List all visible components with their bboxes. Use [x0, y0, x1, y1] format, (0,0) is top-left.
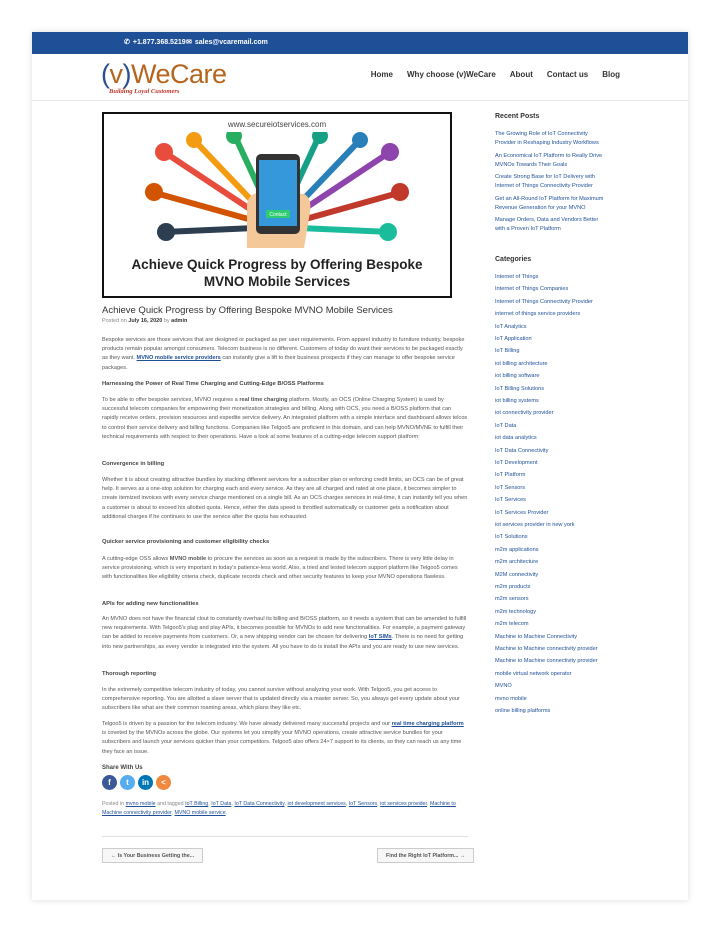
nav-home[interactable]: Home [370, 70, 393, 79]
nav-why-choose[interactable]: Why choose (v)WeCare [407, 70, 496, 79]
post-divider [102, 836, 468, 837]
logo[interactable] [101, 60, 227, 95]
posted-prefix: Posted on [102, 318, 127, 324]
category-link[interactable]: Internet of Things [495, 274, 539, 280]
category-link[interactable]: internet of things service providers [495, 311, 581, 318]
share-title: Share With Us [102, 765, 143, 771]
p4-text-end: to procure the services as soon as a request is made by the subscribers. There is very little delay in service provisioning, which is very important in today's patience-less world. Also, a tried and tested telecom support platform like Telgoo5 comes with functionalities like eligibility criteria check, duplicate records check and other security features to keep your MVNO operations flawless. [102, 556, 458, 581]
category-link[interactable]: IoT Data [495, 422, 517, 429]
tag-link[interactable]: Machine to Machine connectivity provider [102, 801, 456, 816]
tag-link[interactable]: IoT Data [211, 801, 232, 807]
p5-text-end: . There is no need for getting into new partnerships, as every vendor is integrated into the system. All you have to do is install the APIs and you are ready to use new services. [102, 634, 464, 650]
recent-posts-title: Recent Posts [495, 113, 540, 120]
logo-tagline: Building Loyal Customers [109, 88, 180, 95]
category-link[interactable]: iot billing software [495, 373, 540, 380]
tag-link[interactable]: iot services provider [380, 801, 427, 807]
category-link[interactable]: IoT Analytics [495, 323, 527, 330]
category-link[interactable]: iot data analytics [495, 435, 537, 442]
heading-convergence: Convergence in billing [102, 461, 165, 467]
category-link[interactable]: Internet of Things Connectivity Provider [495, 298, 593, 305]
category-link[interactable]: iot billing architecture [495, 360, 548, 367]
share-icon[interactable]: < [156, 775, 171, 790]
hero-url: www.secureiotservices.com [227, 120, 327, 129]
heading-real-time-charging: Harnessing the Power of Real Time Charging and Cutting-Edge B/OSS Platforms [102, 381, 324, 387]
category-link[interactable]: IoT Billing Solutions [495, 385, 545, 392]
next-post-button[interactable]: Find the Right IoT Platform... → [377, 848, 474, 863]
post-author[interactable]: admin [171, 318, 188, 324]
tags-mid: and tagged [157, 801, 184, 807]
phone-contact[interactable] [124, 38, 186, 46]
p2-text: To be able to offer bespoke services, MVNO requires a [102, 397, 238, 403]
tags-prefix: Posted in [102, 801, 125, 807]
post-date[interactable]: July 16, 2020 [128, 318, 163, 324]
top-contact-bar [32, 32, 688, 54]
section-heading-4 [102, 600, 468, 609]
category-link[interactable]: IoT Billing [495, 348, 520, 355]
post-paragraph-7 [102, 720, 468, 757]
heading-reporting: Thorough reporting [102, 671, 157, 677]
tag-link[interactable]: IoT Billing [185, 801, 209, 807]
post-paragraph-2 [102, 396, 468, 442]
category-link[interactable]: IoT Development [495, 460, 538, 466]
email-contact[interactable] [186, 38, 268, 46]
category-link[interactable]: IoT Services [495, 497, 526, 504]
section-heading-3 [102, 538, 468, 547]
category-link[interactable]: m2m technology [495, 608, 537, 615]
section-heading-2 [102, 460, 468, 469]
category-link[interactable]: Machine to Machine Connectivity [495, 633, 578, 640]
twitter-icon[interactable]: t [120, 775, 135, 790]
nav-blog[interactable]: Blog [602, 70, 620, 79]
post-tags: Posted in mvno mobile and tagged IoT Billing, IoT Data, IoT Data Connectivity, iot development services, IoT Sensors, iot services provider, Machine to Machine connectivity provider, MVNO mobile service. [102, 801, 456, 816]
p2-bold: real time charging [239, 397, 288, 403]
hero-caption [104, 256, 450, 290]
section-heading-1 [102, 380, 468, 389]
post-paragraph-6: In the extremely competitive telecom industry of today, you cannot survive without analyzing your work. With Telgoo5, you get access to comprehensive reporting. You are allotted a slave server that is updated directly via a master server. So, you always get every update about your subscribers like what are their common roaming areas, which plans they like etc. [102, 687, 460, 712]
heading-apis: APIs for adding new functionalities [102, 601, 199, 607]
p7-text-end: is coveted by the MVNOs across the globe. Our systems let you simplify your MVNO operations, create attractive service bundles for your subscribers and launch your services quicker than your competitors. Telgoo5 also offers 24×7 support to its clients, so they can reach us any time they face an issue. [102, 730, 462, 755]
nav-about[interactable]: About [509, 70, 533, 79]
categories-widget [495, 256, 625, 263]
category-link[interactable]: IoT Platform [495, 472, 526, 479]
categories-title: Categories [495, 256, 532, 263]
category-link[interactable]: m2m telecom [495, 621, 529, 628]
p4-text: A cutting-edge OSS allows [102, 556, 169, 562]
category-link[interactable]: iot billing systems [495, 398, 539, 404]
iot-sims-link[interactable]: IoT SIMs [368, 634, 392, 641]
category-link[interactable]: Internet of Things Companies [495, 286, 569, 293]
recent-post-link[interactable]: An Economical IoT Platform to Really Drive MVNOs Towards Their Goals [495, 153, 603, 169]
category-link[interactable]: IoT Application [495, 336, 532, 342]
hero-caption-line1: Achieve Quick Progress by Offering Bespoke [131, 257, 423, 272]
category-link[interactable]: m2m sensors [495, 596, 529, 603]
category-link[interactable]: online billing platforms [495, 708, 551, 714]
category-link[interactable]: Machine to Machine connectivity provider [495, 658, 598, 665]
p2-text-end: platform. Mostly, an OCS (Online Charging System) is used by successful telecom companies for empowering their monetization strategies and billing. Along with OCS, you need a B/OSS platform that can rapidly receive orders, provision resources and expedite service delivery. An integrated platform with a simple interface and dashboard allows telcos to control their service delivery and billing functions. Companies like Telgoo5 are proficient in this domain, and can help MVNO/MVNE to fulfill their technical requirements with respect to their operations. Have a look at some features of a cutting-edge telecom support platform: [102, 397, 468, 440]
nav-contact[interactable]: Contact us [546, 70, 589, 79]
category-link[interactable]: M2M connectivity [495, 571, 539, 578]
category-link[interactable]: m2m products [495, 584, 531, 590]
p4-bold: MVNO mobile [169, 556, 207, 562]
logo-paren-close: ) [122, 59, 131, 89]
category-link[interactable]: mobile virtual network operator [495, 670, 572, 677]
phone-contact-label: Contact [269, 212, 287, 218]
logo-paren-open: ( [101, 59, 110, 89]
featured-image [102, 112, 452, 298]
post-category-link[interactable]: mvno mobile [125, 801, 156, 807]
main-nav [371, 70, 620, 79]
hero-caption-line2: MVNO Mobile Services [203, 274, 351, 289]
p1-text: Bespoke services are those services that are designed or packaged as per user requirements. From apparel industry to furniture industry, bespoke products remain popular amongst consumers. Telecom business is no different. Customers of today do want their services to be packaged exactly as they want. [102, 337, 465, 362]
tag-link[interactable]: iot development services [287, 801, 346, 807]
post-meta [102, 318, 187, 324]
section-heading-5 [102, 670, 468, 679]
linkedin-icon[interactable]: in [138, 775, 153, 790]
category-link[interactable]: mvno mobile [495, 695, 527, 702]
facebook-icon[interactable]: f [102, 775, 117, 790]
p7-text: Telgoo5 is driven by a passion for the telecom industry. We have already delivered many successful projects and our [102, 721, 391, 727]
mvno-mobile-link[interactable]: MVNO mobile service providers [136, 355, 221, 362]
phone-number: +1.877.368.5219 [132, 38, 186, 46]
previous-post-button[interactable]: ← Is Your Business Getting the... [102, 848, 203, 863]
p1-text-end: can instantly give a lift to their business prospects if they can manage to offer bespoke service packages. [102, 355, 455, 371]
recent-post-link[interactable]: The Growing Role of IoT Connectivity Provider in Reshaping Industry Workflows [495, 131, 599, 147]
recent-post-link[interactable]: Create Strong Base for IoT Delivery with Internet of Things Connectivity Provider [495, 174, 596, 190]
tag-link[interactable]: MVNO mobile service [174, 810, 226, 816]
recent-posts-widget [495, 113, 625, 120]
tag-link[interactable]: IoT Data Connectivity [234, 801, 285, 807]
post-paragraph-3: Whether it is about creating attractive bundles by stacking different services for a subscriber plan or enforcing credit limits, an OCS can be of great help. It serves as a one-stop solution for charging each and every service. As they are all charged and rated at one place, it becomes simpler to create itemized invoices with every service charge mentioned on a single bill. As an OCS charges services in real-time, it can instantly tell you when a customer is about to exceed his allotted quota. Hence, either the data speed is throttled automatically or customer gets a notification about additional charges if he continues to use the service after the quota has exhausted. [102, 477, 468, 520]
category-link[interactable]: m2m applications [495, 546, 539, 553]
category-link[interactable]: MVNO [495, 683, 512, 690]
post-paragraph-5 [102, 615, 468, 652]
recent-post-link[interactable]: Get an All-Round IoT Platform for Maximum Revenue Generation for your MVNO [495, 196, 604, 212]
category-link[interactable]: iot services provider in new york [495, 522, 575, 528]
mail-icon: ✉ [186, 39, 192, 46]
category-link[interactable]: Machine to Machine connectivity provider [495, 646, 598, 652]
post-paragraph-1 [102, 336, 468, 373]
category-link[interactable]: IoT Solutions [495, 534, 528, 541]
logo-text: WeCare [131, 59, 227, 89]
category-link[interactable]: m2m architecture [495, 559, 539, 566]
phone-icon: ✆ [124, 39, 130, 46]
category-link[interactable]: IoT Sensors [495, 484, 526, 491]
category-link[interactable]: IoT Services Provider [495, 509, 549, 516]
category-link[interactable]: iot connectivity provider [495, 410, 554, 417]
heading-provisioning: Quicker service provisioning and customer eligibility checks [102, 539, 270, 545]
p5-text: An MVNO does not have the financial clout to constantly overhaul its billing and B/OSS platform, so it needs a system that can be amended to fulfill new requirements. With Telgoo5's plug and play APIs, it becomes possible for MVNOs to add new functionalities. For example, a payment gateway can be added to receive payments from customers. Or, a new shipping vendor can be chosen for delivering [102, 616, 467, 641]
share-buttons [102, 775, 171, 790]
posted-by: by [163, 318, 170, 324]
logo-v: v [109, 59, 123, 89]
category-link[interactable]: IoT Data Connectivity [495, 447, 549, 454]
post-paragraph-4 [102, 555, 468, 583]
email-address: sales@vcaremail.com [194, 38, 268, 46]
post-title: Achieve Quick Progress by Offering Bespoke MVNO Mobile Services [102, 305, 393, 316]
recent-post-link[interactable]: Manage Orders, Data and Vendors Better with a Proven IoT Platform [495, 217, 599, 233]
tag-link[interactable]: IoT Sensors [348, 801, 378, 807]
site-header [32, 54, 688, 101]
iot-illustration [144, 132, 410, 248]
real-time-charging-link[interactable]: real time charging platform [391, 721, 464, 727]
